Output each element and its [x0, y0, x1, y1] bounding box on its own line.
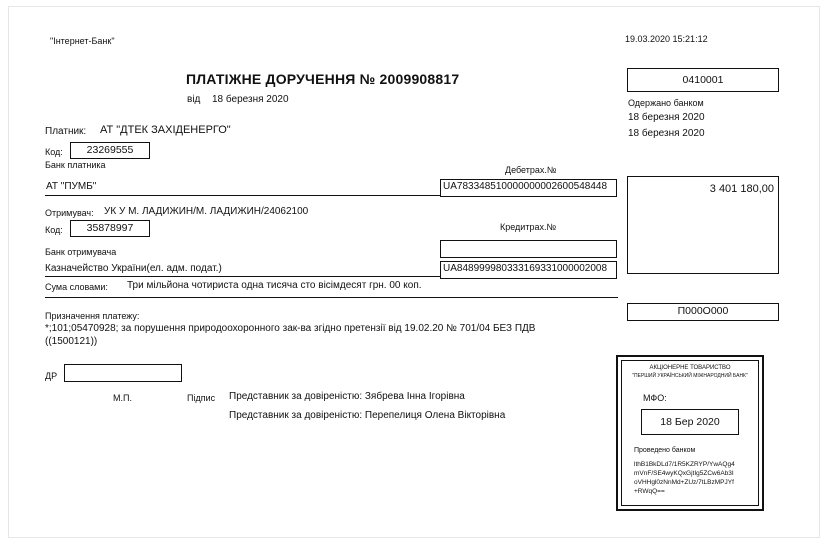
stamp-hash-4: +RWqQ== — [634, 488, 665, 495]
stamp-org-line-2: "ПЕРШИЙ УКРАЇНСЬКИЙ МІЖНАРОДНИЙ БАНК" — [632, 373, 748, 379]
form-code: 0410001 — [682, 74, 724, 86]
recipient-code: 35878997 — [86, 222, 134, 234]
document-title: ПЛАТІЖНЕ ДОРУЧЕННЯ № 2009908817 — [186, 71, 460, 87]
stamp-hash-2: mVnF/SE4wyKQxGjtIg5ZCw6Ab3I — [634, 470, 734, 477]
sum-words-text: Три мільйона чотириста одна тисяча сто вісімдесят грн. 00 коп. — [127, 280, 422, 291]
recipient-bank-line — [45, 276, 440, 277]
mp-label: М.П. — [113, 393, 132, 403]
purpose-line-2: ((1500121)) — [45, 336, 98, 347]
stamp-org-line-1: АКЦІОНЕРНЕ ТОВАРИСТВО — [649, 365, 731, 371]
payer-bank-label: Банк платника — [45, 160, 106, 170]
payer-bank-line — [45, 195, 440, 196]
payer-bank-name: АТ "ПУМБ" — [46, 181, 97, 192]
payer-code: 23269555 — [86, 144, 134, 156]
sum-words-line — [45, 297, 618, 298]
purpose-code-box — [627, 303, 779, 321]
recipient-code-label: Код: — [45, 225, 63, 235]
received-date-1: 18 березня 2020 — [628, 112, 705, 123]
amount-box — [627, 176, 779, 274]
date-prefix: від — [187, 94, 201, 105]
received-label: Одержано банком — [628, 98, 704, 108]
recipient-code-box — [70, 220, 150, 237]
credit-account-box — [440, 261, 617, 279]
payer-code-label: Код: — [45, 147, 63, 157]
document-date: 18 березня 2020 — [212, 94, 289, 105]
credit-empty-box — [440, 240, 617, 258]
dr-box — [64, 364, 182, 382]
stamp-hash-1: lthB1BkDLd7/1R5KZRYP/YwAQg4 — [634, 461, 735, 468]
bank-stamp — [616, 355, 764, 511]
payer-name: АТ "ДТЕК ЗАХІДЕНЕРГО" — [100, 124, 231, 136]
amount-value: 3 401 180,00 — [709, 183, 774, 195]
print-datetime: 19.03.2020 15:21:12 — [625, 34, 708, 44]
debit-label: Дебетрах.№ — [505, 165, 557, 175]
purpose-line-1: *;101;05470928; за порушення природоохоронного зак-ва згідно претензії від 19.02.20 № 701/04 БЕЗ ПДВ — [45, 323, 536, 334]
stamp-date-box — [641, 409, 739, 435]
sum-words-label: Сума словами: — [45, 282, 108, 292]
received-date-2: 18 березня 2020 — [628, 128, 705, 139]
signature-label: Підпис — [187, 393, 216, 403]
purpose-label: Призначення платежу: — [45, 311, 140, 321]
credit-account: UA848999980333169331000002008 — [443, 263, 608, 274]
recipient-label: Отримувач: — [45, 208, 94, 218]
stamp-processed-label: Проведено банком — [634, 447, 696, 454]
purpose-code: П000О000 — [677, 305, 729, 317]
stamp-hash-3: oVHHgl0zNnMd+ZUz/7tLBzMPJYf — [634, 479, 734, 486]
debit-account-box — [440, 179, 617, 197]
recipient-bank-label: Банк отримувача — [45, 247, 117, 257]
form-code-box — [627, 68, 779, 92]
stamp-mfo-label: МФО: — [643, 393, 667, 403]
recipient-name: УК У М. ЛАДИЖИН/М. ЛАДИЖИН/24062100 — [104, 206, 309, 217]
payer-label: Платник: — [45, 126, 87, 137]
dr-label: ДР — [45, 371, 58, 381]
debit-account: UA783348510000000002600548448 — [443, 181, 608, 192]
representative-1: Представник за довіреністю: Зябрева Інна Ігорівна — [229, 391, 465, 402]
representative-2: Представник за довіреністю: Перепелиця Олена Вікторівна — [229, 410, 506, 421]
stamp-date: 18 Бер 2020 — [660, 416, 720, 428]
credit-label: Кредитрах.№ — [500, 222, 557, 232]
payer-code-box — [70, 142, 150, 159]
app-name: "Інтернет-Банк" — [50, 36, 115, 46]
recipient-bank-name: Казначейство України(ел. адм. подат.) — [45, 263, 222, 274]
